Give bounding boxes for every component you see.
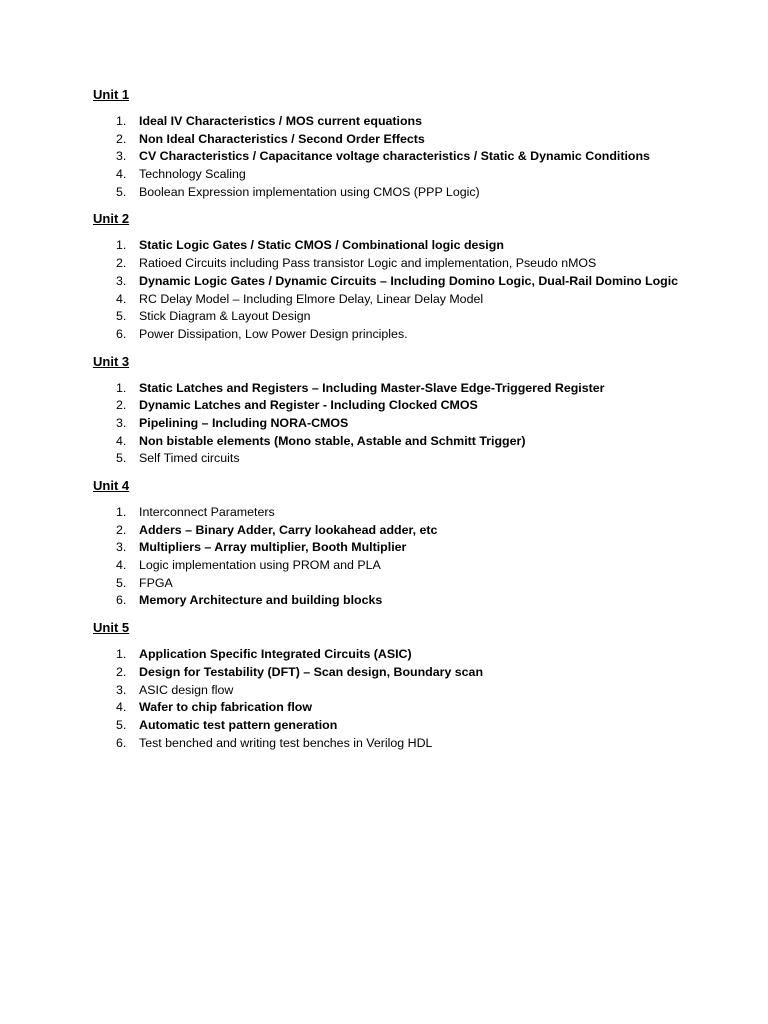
item-number: 4. (116, 558, 127, 573)
list-item (93, 273, 733, 291)
item-text: Stick Diagram & Layout Design (139, 309, 311, 324)
list-item (93, 380, 733, 398)
item-number: 3. (116, 415, 127, 430)
item-text: Wafer to chip fabrication flow (139, 700, 313, 715)
item-number: 3. (116, 540, 127, 555)
unit-section (93, 477, 733, 610)
unit-section (93, 86, 733, 201)
item-text: Design for Testability (DFT) – Scan design, Boundary scan (139, 664, 484, 679)
item-text: Static Logic Gates / Static CMOS / Combinational logic design (139, 238, 504, 253)
item-text: Dynamic Logic Gates / Dynamic Circuits – Including Domino Logic, Dual-Rail Domino Logic (139, 273, 679, 288)
item-number: 2. (116, 664, 127, 679)
list-item (93, 433, 733, 451)
item-number: 3. (116, 273, 127, 288)
list-item (93, 308, 733, 326)
item-text: Ideal IV Characteristics / MOS current equations (139, 114, 423, 128)
unit-heading: Unit 1 (93, 87, 130, 102)
item-number: 4. (116, 167, 127, 182)
list-item (93, 717, 733, 735)
syllabus-document (93, 86, 733, 761)
item-number: 5. (116, 184, 127, 199)
list-item (93, 255, 733, 273)
item-number: 2. (116, 256, 127, 271)
item-text: CV Characteristics / Capacitance voltage characteristics / Static & Dynamic Conditions (139, 149, 650, 164)
item-number: 1. (116, 647, 127, 662)
list-item (93, 646, 733, 664)
unit-topic-list (93, 380, 733, 468)
item-text: Boolean Expression implementation using CMOS (PPP Logic) (139, 184, 480, 199)
item-text: Logic implementation using PROM and PLA (139, 558, 381, 573)
item-text: Non Ideal Characteristics / Second Order Effects (139, 131, 425, 146)
list-item (93, 539, 733, 557)
item-text: Multipliers – Array multiplier, Booth Multiplier (139, 540, 407, 555)
item-number: 5. (116, 717, 127, 732)
list-item (93, 113, 733, 131)
list-item (93, 735, 733, 753)
item-number: 5. (116, 451, 127, 466)
list-item (93, 522, 733, 540)
item-number: 4. (116, 700, 127, 715)
item-number: 4. (116, 433, 127, 448)
list-item (93, 504, 733, 522)
item-text: ASIC design flow (139, 682, 234, 697)
item-text: Memory Architecture and building blocks (139, 593, 383, 608)
item-text: Application Specific Integrated Circuits (ASIC) (139, 647, 412, 662)
unit-heading: Unit 4 (93, 478, 130, 493)
list-item (93, 575, 733, 593)
item-number: 5. (116, 575, 127, 590)
item-text: Self Timed circuits (139, 451, 240, 466)
unit-topic-list (93, 504, 733, 610)
list-item (93, 237, 733, 255)
item-number: 4. (116, 291, 127, 306)
unit-topic-list (93, 646, 733, 752)
list-item (93, 450, 733, 468)
list-item (93, 592, 733, 610)
item-text: Adders – Binary Adder, Carry lookahead adder, etc (139, 522, 438, 537)
item-text: Ratioed Circuits including Pass transistor Logic and implementation, Pseudo nMOS (139, 256, 597, 271)
item-number: 2. (116, 398, 127, 413)
unit-heading: Unit 5 (93, 620, 130, 636)
item-text: Interconnect Parameters (139, 505, 275, 519)
item-text: Static Latches and Registers – Including Master-Slave Edge-Triggered Register (139, 380, 605, 395)
item-number: 6. (116, 593, 127, 608)
item-text: Non bistable elements (Mono stable, Astable and Schmitt Trigger) (139, 433, 526, 448)
item-text: RC Delay Model – Including Elmore Delay, Linear Delay Model (139, 291, 484, 306)
list-item (93, 415, 733, 433)
item-text: Technology Scaling (139, 167, 246, 182)
item-number: 6. (116, 735, 127, 750)
item-text: FPGA (139, 575, 173, 590)
item-number: 1. (116, 238, 127, 253)
unit-section (93, 353, 733, 468)
list-item (93, 682, 733, 700)
item-number: 2. (116, 522, 127, 537)
list-item (93, 699, 733, 717)
unit-section (93, 210, 733, 343)
item-number: 3. (116, 682, 127, 697)
list-item (93, 326, 733, 344)
item-text: Dynamic Latches and Register - Including Clocked CMOS (139, 398, 478, 413)
item-number: 1. (116, 505, 127, 519)
unit-section (93, 619, 733, 752)
list-item (93, 397, 733, 415)
unit-topic-list (93, 237, 733, 343)
unit-heading: Unit 3 (93, 353, 130, 369)
list-item (93, 291, 733, 309)
item-number: 1. (116, 114, 127, 128)
list-item (93, 166, 733, 184)
item-number: 1. (116, 380, 127, 395)
item-text: Pipelining – Including NORA-CMOS (139, 415, 349, 430)
unit-topic-list (93, 113, 733, 201)
list-item (93, 557, 733, 575)
list-item (93, 664, 733, 682)
item-text: Power Dissipation, Low Power Design principles. (139, 326, 408, 341)
item-number: 5. (116, 309, 127, 324)
item-number: 2. (116, 131, 127, 146)
list-item (93, 148, 733, 166)
item-text: Test benched and writing test benches in Verilog HDL (139, 735, 433, 750)
item-text: Automatic test pattern generation (139, 717, 338, 732)
list-item (93, 131, 733, 149)
item-number: 3. (116, 149, 127, 164)
item-number: 6. (116, 326, 127, 341)
unit-heading: Unit 2 (93, 211, 130, 227)
list-item (93, 184, 733, 202)
